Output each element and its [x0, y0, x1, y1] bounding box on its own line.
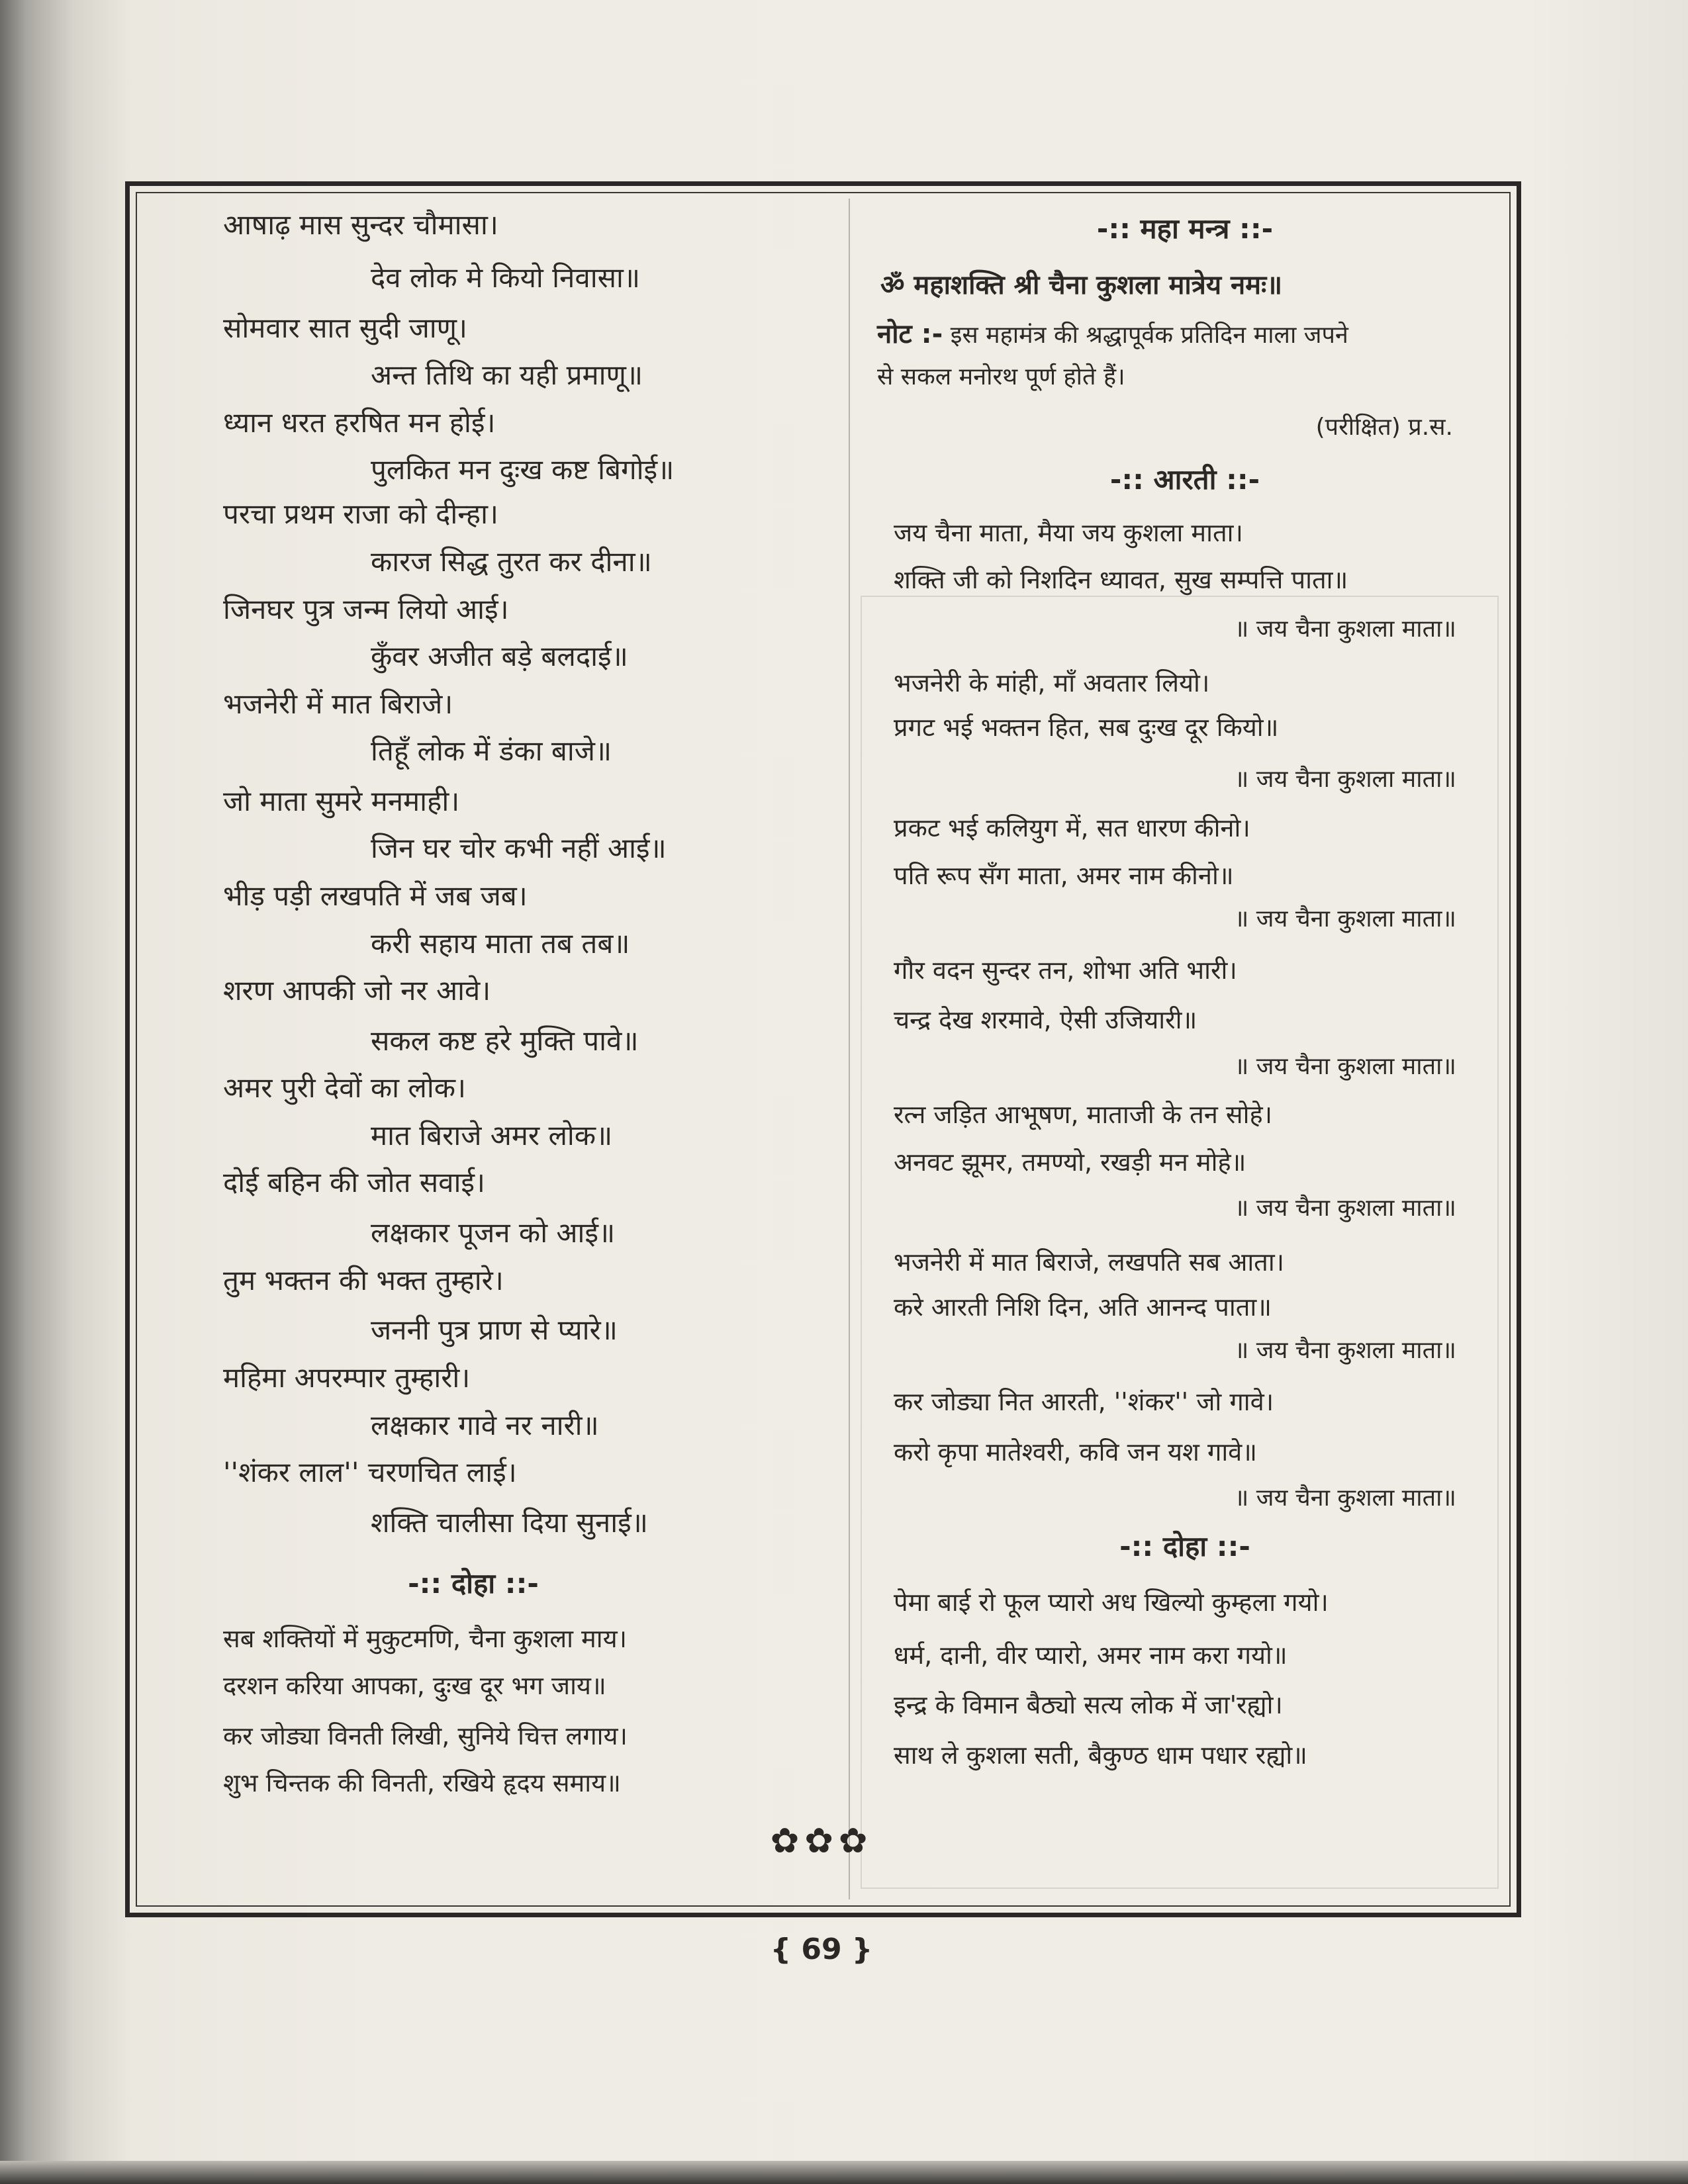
aarti-line: प्रगट भई भक्तन हित, सब दुःख दूर कियो॥ — [894, 713, 1279, 742]
chalisa-line: जननी पुत्र प्राण से प्यारे॥ — [371, 1314, 618, 1346]
aarti-line: भजनेरी के मांही, माँ अवतार लियो। — [894, 668, 1210, 698]
aarti-heading: -:: आरती ::- — [1109, 463, 1260, 496]
chalisa-line: कुँवर अजीत बड़े बलदाई॥ — [371, 640, 628, 672]
aarti-refrain: ॥ जय चैना कुशला माता॥ — [1234, 1195, 1456, 1222]
note-label: नोट :- — [877, 319, 943, 349]
note-text: इस महामंत्र की श्रद्धापूर्वक प्रतिदिन माला जपने — [950, 322, 1348, 349]
chalisa-line: करी सहाय माता तब तब॥ — [371, 927, 630, 960]
aarti-line: भजनेरी में मात बिराजे, लखपति सब आता। — [894, 1248, 1285, 1277]
chalisa-line: भजनेरी में मात बिराजे। — [223, 688, 453, 720]
chalisa-line: परचा प्रथम राजा को दीन्हा। — [223, 498, 498, 530]
aarti-refrain: ॥ जय चैना कुशला माता॥ — [1234, 905, 1456, 933]
aarti-line: जय चैना माता, मैया जय कुशला माता। — [894, 518, 1243, 547]
aarti-line: प्रकट भई कलियुग में, सत धारण कीनो। — [894, 813, 1250, 842]
mantra-text: ॐ महाशक्ति श्री चैना कुशला मात्रेय नमः॥ — [880, 270, 1283, 300]
chalisa-line: जो माता सुमरे मनमाही। — [223, 785, 460, 817]
chalisa-line: देव लोक मे कियो निवासा॥ — [371, 261, 641, 294]
left-doha-line: कर जोड्या विनती लिखी, सुनिये चित्त लगाय। — [223, 1721, 628, 1751]
chalisa-line: सोमवार सात सुदी जाणू। — [223, 312, 467, 344]
chalisa-line: पुलकित मन दुःख कष्ट बिगोई॥ — [371, 453, 675, 486]
note — [877, 321, 1348, 347]
chalisa-line: मात बिराजे अमर लोक॥ — [371, 1119, 613, 1152]
aarti-line: कर जोड्या नित आरती, ''शंकर'' जो गावे। — [894, 1387, 1274, 1416]
chalisa-line: शक्ति चालीसा दिया सुनाई॥ — [371, 1506, 648, 1539]
left-doha-heading: -:: दोहा ::- — [408, 1567, 539, 1600]
chalisa-line: तिहूँ लोक में डंका बाजे॥ — [371, 735, 612, 767]
aarti-refrain: ॥ जय चैना कुशला माता॥ — [1234, 1484, 1456, 1512]
page-number: { 69 } — [770, 1933, 873, 1966]
chalisa-line: शरण आपकी जो नर आवे। — [223, 974, 491, 1007]
chalisa-line: लक्षकार गावे नर नारी॥ — [371, 1409, 599, 1441]
chalisa-line: जिनघर पुत्र जन्म लियो आई। — [223, 593, 509, 625]
aarti-line: करो कृपा मातेश्वरी, कवि जन यश गावे॥ — [894, 1437, 1258, 1467]
chalisa-line: कारज सिद्ध तुरत कर दीना॥ — [371, 545, 652, 578]
chalisa-line: अमर पुरी देवों का लोक। — [223, 1071, 466, 1104]
aarti-line: शक्ति जी को निशदिन ध्यावत, सुख सम्पत्ति पाता॥ — [894, 565, 1348, 594]
aarti-line: गौर वदन सुन्दर तन, शोभा अति भारी। — [894, 956, 1237, 985]
left-doha-line: सब शक्तियों में मुकुटमणि, चैना कुशला माय। — [223, 1624, 628, 1653]
left-doha-line: शुभ चिन्तक की विनती, रखिये हृदय समाय॥ — [223, 1768, 621, 1797]
left-doha-line: दरशन करिया आपका, दुःख दूर भग जाय॥ — [223, 1671, 606, 1700]
chalisa-line: दोई बहिन की जोत सवाई। — [223, 1166, 485, 1199]
column-divider — [849, 199, 850, 1899]
scan-bottom-edge — [0, 2161, 1688, 2184]
attribution: (परीक्षित) प्र.स. — [1315, 414, 1453, 441]
aarti-line: चन्द्र देख शरमावे, ऐसी उजियारी॥ — [894, 1005, 1197, 1034]
right-doha-line: पेमा बाई रो फूल प्यारो अध खिल्यो कुम्हला गयो। — [894, 1588, 1329, 1617]
aarti-refrain: ॥ जय चैना कुशला माता॥ — [1234, 1337, 1456, 1364]
aarti-line: रत्न जड़ित आभूषण, माताजी के तन सोहे। — [894, 1100, 1273, 1129]
flower-ornament-icon: ✿✿✿ — [770, 1821, 873, 1861]
chalisa-line: लक्षकार पूजन को आई॥ — [371, 1216, 616, 1249]
aarti-line: पति रूप सँग माता, अमर नाम कीनो॥ — [894, 861, 1234, 890]
chalisa-line: महिमा अपरम्पार तुम्हारी। — [223, 1361, 471, 1394]
aarti-refrain: ॥ जय चैना कुशला माता॥ — [1234, 766, 1456, 793]
right-doha-line: इन्द्र के विमान बैठ्यो सत्य लोक में जा'रह्यो। — [894, 1690, 1283, 1719]
chalisa-line: सकल कष्ट हरे मुक्ति पावे॥ — [371, 1024, 639, 1057]
right-doha-line: साथ ले कुशला सती, बैकुण्ठ धाम पधार रह्यो॥ — [894, 1741, 1307, 1770]
right-doha-heading: -:: दोहा ::- — [1119, 1530, 1250, 1563]
aarti-refrain: ॥ जय चैना कुशला माता॥ — [1234, 615, 1456, 643]
chalisa-line: आषाढ़ मास सुन्दर चौमासा। — [223, 208, 498, 241]
chalisa-line: ध्यान धरत हरषित मन होई। — [223, 406, 496, 439]
aarti-refrain: ॥ जय चैना कुशला माता॥ — [1234, 1053, 1456, 1080]
chalisa-line: अन्त तिथि का यही प्रमाणू॥ — [371, 359, 643, 391]
mantra-heading: -:: महा मन्त्र ::- — [1096, 212, 1274, 245]
aarti-line: अनवट झूमर, तमण्यो, रखड़ी मन मोहे॥ — [894, 1148, 1246, 1177]
chalisa-line: तुम भक्तन की भक्त तुम्हारे। — [223, 1264, 504, 1297]
chalisa-line: जिन घर चोर कभी नहीं आई॥ — [371, 832, 667, 864]
right-doha-line: धर्म, दानी, वीर प्यारो, अमर नाम करा गयो॥ — [894, 1641, 1288, 1670]
aarti-line: करे आरती निशि दिन, अति आनन्द पाता॥ — [894, 1293, 1272, 1322]
chalisa-line: भीड़ पड़ी लखपति में जब जब। — [223, 880, 528, 912]
note-text-2: से सकल मनोरथ पूर्ण होते हैं। — [877, 363, 1125, 390]
chalisa-line: ''शंकर लाल'' चरणचित लाई। — [223, 1456, 517, 1488]
